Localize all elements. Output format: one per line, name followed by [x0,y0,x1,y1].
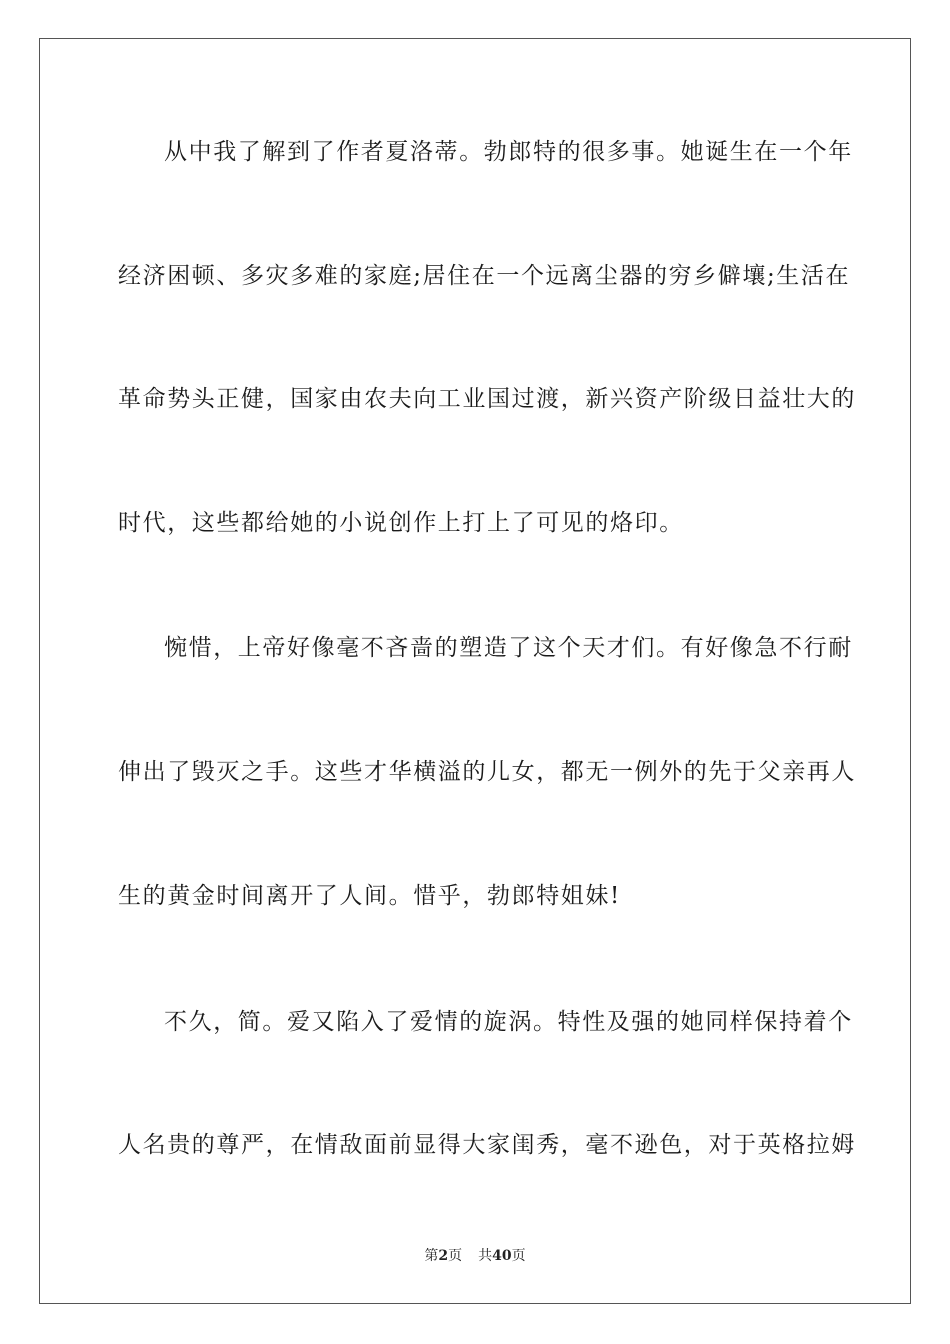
paragraph-2-line-3: 生的黄金时间离开了人间。惜乎，勃郎特姐妹! [118,883,621,909]
paragraph-2-line-1: 惋惜，上帝好像毫不吝啬的塑造了这个天才们。有好像急不行耐 [164,635,853,661]
page-number: 2 [438,1248,449,1264]
paragraph-1-line-2: 经济困顿、多灾多难的家庭;居住在一个远离尘器的穷乡僻壤;生活在 [118,263,851,289]
page-suffix: 页 [448,1248,463,1264]
total-prefix: 共 [478,1248,493,1264]
paragraph-1-line-1: 从中我了解到了作者夏洛蒂。勃郎特的很多事。她诞生在一个年 [164,139,853,165]
paragraph-1-line-3: 革命势头正健，国家由农夫向工业国过渡，新兴资产阶级日益壮大的 [118,386,856,412]
total-pages: 40 [492,1248,512,1264]
paragraph-3-line-1: 不久，简。爱又陷入了爱情的旋涡。特性及强的她同样保持着个 [164,1009,853,1035]
paragraph-1-line-4: 时代，这些都给她的小说创作上打上了可见的烙印。 [118,510,684,536]
paragraph-3-line-2: 人名贵的尊严，在情敌面前显得大家闺秀，毫不逊色，对于英格拉姆 [118,1132,856,1158]
page-footer [0,1246,950,1266]
paragraph-2-line-2: 伸出了毁灭之手。这些才华横溢的儿女，都无一例外的先于父亲再人 [118,759,856,785]
page-prefix: 第 [424,1248,439,1264]
total-suffix: 页 [511,1248,526,1264]
page-border [39,38,911,1304]
